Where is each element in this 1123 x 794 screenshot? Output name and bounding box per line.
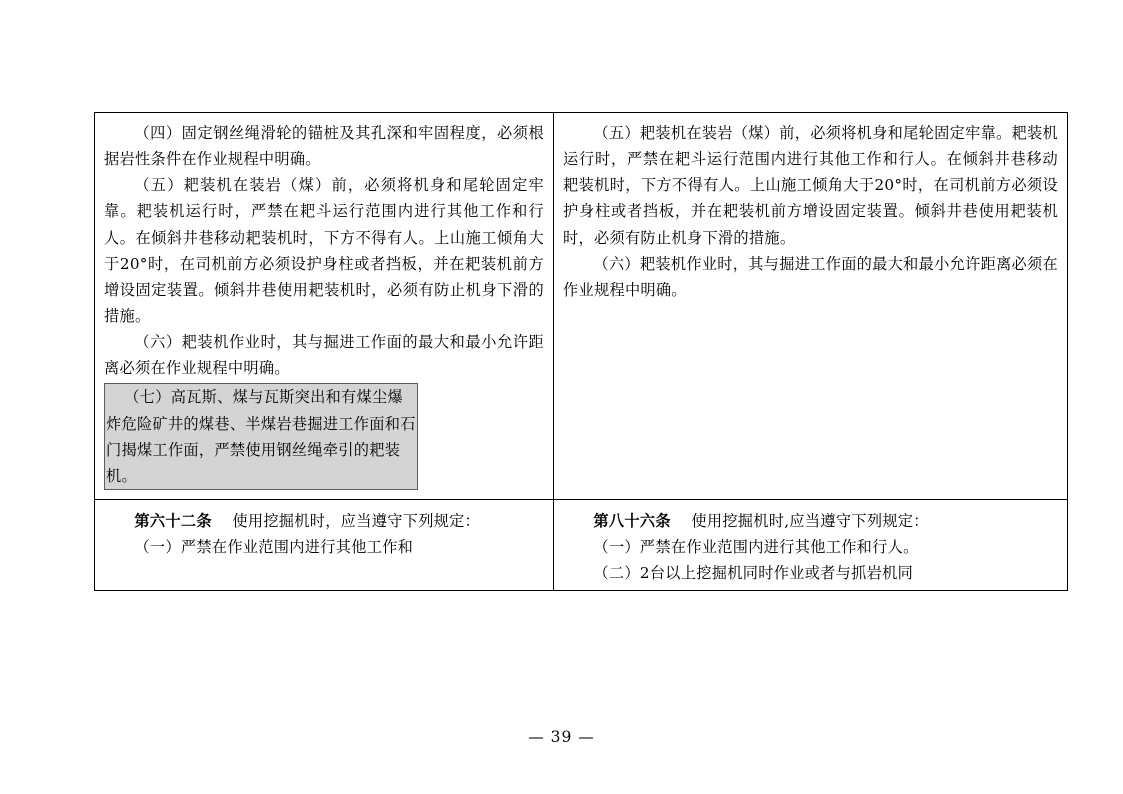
article-paragraph bbox=[563, 508, 1058, 534]
table-cell-left-article bbox=[95, 499, 554, 590]
highlight-line: 门揭煤工作面，严禁使用钢丝绳牵引的耙装 bbox=[106, 440, 401, 459]
article-label: 第六十二条 bbox=[134, 511, 212, 530]
paragraph: （六）耙装机作业时，其与掘进工作面的最大和最小允许距离必须在作业规程中明确。 bbox=[563, 254, 1059, 299]
comparison-table bbox=[94, 112, 1068, 591]
highlighted-paragraph bbox=[104, 381, 544, 490]
article-label: 第八十六条 bbox=[593, 511, 671, 530]
page-number: — 39 — bbox=[528, 728, 595, 746]
article-text: 使用挖掘机时,应当遵守下列规定： bbox=[691, 511, 929, 530]
highlight-line: （七）高瓦斯、煤与瓦斯突出和有煤尘爆 bbox=[124, 388, 404, 407]
highlight-line: 机。 bbox=[106, 466, 137, 485]
highlight-box bbox=[104, 383, 418, 490]
article-text: 使用挖掘机时，应当遵守下列规定： bbox=[232, 511, 481, 530]
table-row bbox=[95, 499, 1068, 590]
paragraph: （五）耙装机在装岩（煤）前，必须将机身和尾轮固定牢靠。耙装机运行时，严禁在耙斗运行范围内进行其他工作和行人。在倾斜井巷移动耙装机时，下方不得有人。上山施工倾角大于20°时，在司机前方必须设护身柱或者挡板，并在耙装机前方增设固定装置。倾斜井巷使用耙装机时，必须有防止机身下滑的措施。 bbox=[104, 176, 544, 325]
article-paragraph bbox=[104, 508, 544, 534]
table-cell-left-old-regulation bbox=[95, 113, 554, 500]
paragraph: （一）严禁在作业范围内进行其他工作和行人。 bbox=[593, 538, 919, 557]
paragraph: （五）耙装机在装岩（煤）前，必须将机身和尾轮固定牢靠。耙装机运行时，严禁在耙斗运行范围内进行其他工作和行人。在倾斜井巷移动耙装机时，下方不得有人。上山施工倾角大于20°时，在司机前方必须设护身柱或者挡板，并在耙装机前方增设固定装置。倾斜井巷使用耙装机时，必须有防止机身下滑的措施。 bbox=[563, 124, 1059, 247]
paragraph: （一）严禁在作业范围内进行其他工作和 bbox=[134, 538, 414, 557]
table-cell-right-article bbox=[554, 499, 1068, 590]
table-cell-right-new-regulation bbox=[554, 113, 1068, 500]
paragraph: （四）固定钢丝绳滑轮的锚桩及其孔深和牢固程度，必须根据岩性条件在作业规程中明确。 bbox=[104, 124, 544, 169]
table-row bbox=[95, 113, 1068, 500]
paragraph: （六）耙装机作业时，其与掘进工作面的最大和最小允许距离必须在作业规程中明确。 bbox=[104, 333, 544, 378]
highlight-line: 炸危险矿井的煤巷、半煤岩巷掘进工作面和石 bbox=[106, 414, 416, 433]
paragraph: （二）2台以上挖掘机同时作业或者与抓岩机同 bbox=[593, 564, 914, 583]
